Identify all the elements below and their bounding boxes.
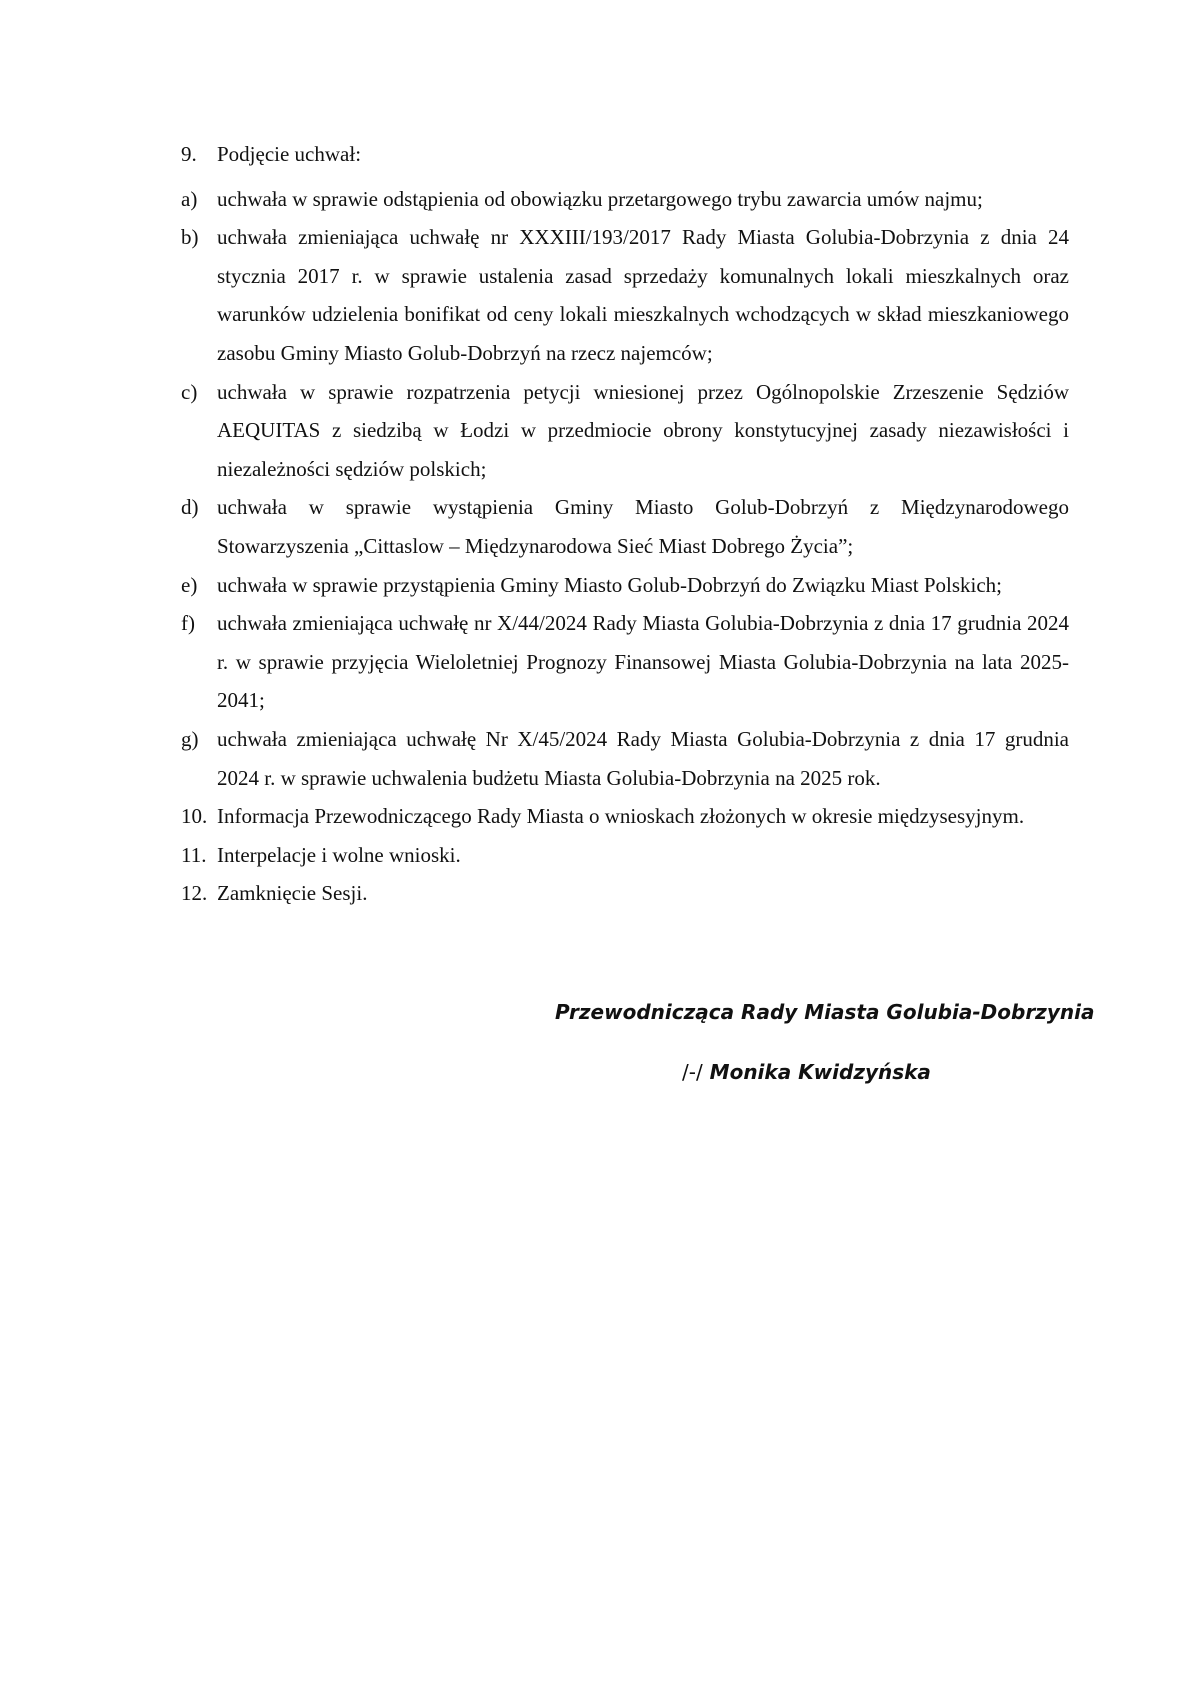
item-marker: e) xyxy=(181,572,198,597)
item-text: Zamknięcie Sesji. xyxy=(217,881,368,906)
item-marker: 9. xyxy=(181,142,197,166)
agenda-item xyxy=(181,604,1069,720)
item-text: uchwała w sprawie odstąpienia od obowiązku przetargowego trybu zawarcia umów najmu; xyxy=(217,186,983,211)
agenda-item xyxy=(181,135,1069,174)
signature-name-line xyxy=(682,1060,931,1084)
agenda-item xyxy=(181,488,1069,565)
agenda-item xyxy=(181,566,1069,605)
item-marker: b) xyxy=(181,225,199,250)
item-text: uchwała w sprawie rozpatrzenia petycji wniesionej przez Ogólnopolskie Zrzeszenie Sędziów AEQUITAS z siedzibą w Łodzi w przedmiocie obrony konstytucyjnej zasady niezawisłości i niezależności sędziów polskich; xyxy=(217,379,1069,481)
item-marker: 12. xyxy=(181,881,208,906)
item-marker: d) xyxy=(181,495,199,520)
agenda-item xyxy=(181,218,1069,372)
agenda-list xyxy=(181,135,1069,913)
agenda-item xyxy=(181,836,1069,875)
item-text: Interpelacje i wolne wnioski. xyxy=(217,842,461,867)
item-text: uchwała zmieniająca uchwałę nr X/44/2024 Rady Miasta Golubia-Dobrzynia z dnia 17 grudnia 2024 r. w sprawie przyjęcia Wieloletniej Prognozy Finansowej Miasta Golubia-Dobrzynia na lata 2025-2041; xyxy=(217,611,1069,713)
signature-name: Monika Kwidzyńska xyxy=(709,1060,931,1084)
item-marker: g) xyxy=(181,726,199,751)
item-text: Podjęcie uchwał: xyxy=(217,142,362,166)
item-marker: a) xyxy=(181,186,198,211)
agenda-item xyxy=(181,797,1069,836)
item-marker: 10. xyxy=(181,804,208,829)
item-marker: f) xyxy=(181,611,195,636)
item-text: uchwała zmieniająca uchwałę nr XXXIII/193/2017 Rady Miasta Golubia-Dobrzynia z dnia 24 stycznia 2017 r. w sprawie ustalenia zasad sprzedaży komunalnych lokali mieszkalnych oraz warunków udzielenia bonifikat od ceny lokali mieszkalnych wchodzących w skład mieszkaniowego zasobu Gminy Miasto Golub-Dobrzyń na rzecz najemców; xyxy=(217,225,1069,365)
agenda-item xyxy=(181,874,1069,913)
signature-prefix: /-/ xyxy=(682,1060,703,1084)
item-text: Informacja Przewodniczącego Rady Miasta o wnioskach złożonych w okresie międzysesyjnym. xyxy=(217,804,1025,829)
item-text: uchwała zmieniająca uchwałę Nr X/45/2024 Rady Miasta Golubia-Dobrzynia z dnia 17 grudnia 2024 r. w sprawie uchwalenia budżetu Miasta Golubia-Dobrzynia na 2025 rok. xyxy=(217,726,1069,790)
signature-title: Przewodnicząca Rady Miasta Golubia-Dobrzynia xyxy=(555,1000,1095,1024)
agenda-item xyxy=(181,373,1069,489)
item-text: uchwała w sprawie przystąpienia Gminy Miasto Golub-Dobrzyń do Związku Miast Polskich; xyxy=(217,572,1003,597)
item-text: uchwała w sprawie wystąpienia Gminy Miasto Golub-Dobrzyń z Międzynarodowego Stowarzyszenia „Cittaslow – Międzynarodowa Sieć Miast Dobrego Życia”; xyxy=(217,495,1069,558)
agenda-item xyxy=(181,720,1069,797)
agenda-item xyxy=(181,180,1069,219)
item-marker: c) xyxy=(181,379,198,404)
item-marker: 11. xyxy=(181,842,207,867)
